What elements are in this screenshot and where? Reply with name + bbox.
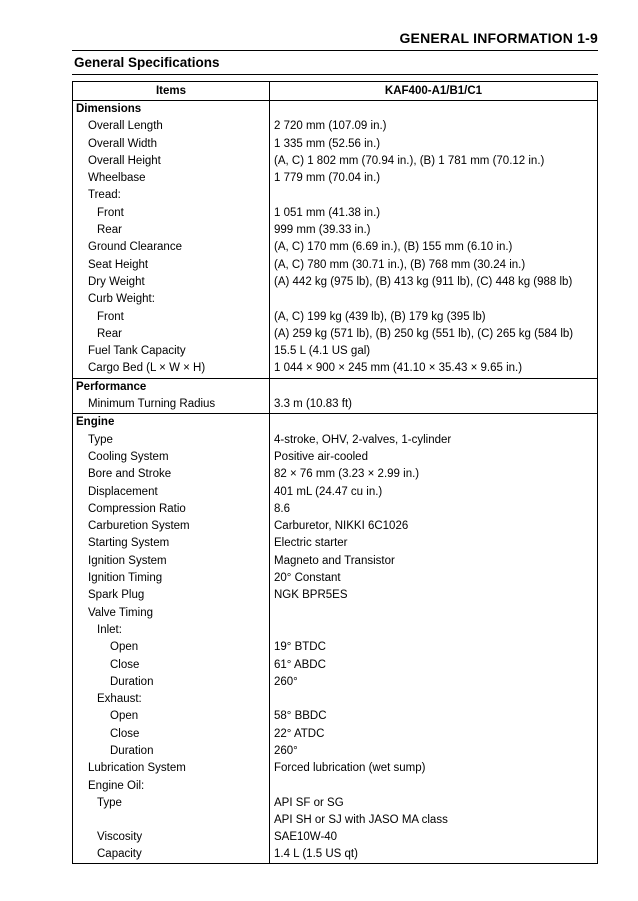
item-cell (73, 553, 270, 570)
value-cell: NGK BPR5ES (270, 587, 598, 604)
value-cell: 22° ATDC (270, 726, 598, 743)
item-cell (73, 153, 270, 170)
item-label: Cargo Bed (L × W × H) (88, 362, 206, 375)
item-label: Inlet: (97, 623, 122, 636)
item-cell (73, 343, 270, 360)
value-cell (270, 414, 598, 432)
item-label: Type (97, 796, 122, 809)
table-row (73, 829, 598, 846)
item-cell (73, 760, 270, 777)
item-label: Duration (110, 744, 154, 757)
item-cell (73, 326, 270, 343)
table-row (73, 570, 598, 587)
value-cell: (A, C) 199 kg (439 lb), (B) 179 kg (395 lb) (270, 309, 598, 326)
item-cell (73, 501, 270, 518)
item-label: Duration (110, 675, 154, 688)
value-cell: SAE10W-40 (270, 829, 598, 846)
value-cell: 4-stroke, OHV, 2-valves, 1-cylinder (270, 432, 598, 449)
item-cell (73, 657, 270, 674)
item-cell (73, 570, 270, 587)
item-cell (73, 674, 270, 691)
table-row (73, 484, 598, 501)
table-row (73, 222, 598, 239)
value-cell: 1 051 mm (41.38 in.) (270, 205, 598, 222)
spec-table (72, 81, 598, 864)
value-cell: (A, C) 1 802 mm (70.94 in.), (B) 1 781 mm (70.12 in.) (270, 153, 598, 170)
value-cell (270, 378, 598, 396)
value-cell: 82 × 76 mm (3.23 × 2.99 in.) (270, 466, 598, 483)
item-cell (73, 187, 270, 204)
item-label: Lubrication System (88, 762, 186, 775)
value-cell: 1 044 × 900 × 245 mm (41.10 × 35.43 × 9.65 in.) (270, 360, 598, 378)
value-cell (270, 187, 598, 204)
item-cell (73, 622, 270, 639)
item-label: Rear (97, 224, 122, 237)
item-cell (73, 118, 270, 135)
value-cell: (A, C) 170 mm (6.69 in.), (B) 155 mm (6.10 in.) (270, 239, 598, 256)
item-cell (73, 708, 270, 725)
item-cell (73, 205, 270, 222)
item-cell (73, 484, 270, 501)
item-label: Close (110, 658, 140, 671)
table-row (73, 343, 598, 360)
table-row (73, 153, 598, 170)
section-title: General Specifications (74, 55, 220, 70)
item-label: Compression Ratio (88, 502, 186, 515)
value-cell: (A, C) 780 mm (30.71 in.), (B) 768 mm (30.24 in.) (270, 257, 598, 274)
item-cell (73, 274, 270, 291)
table-row (73, 360, 598, 378)
table-row (73, 553, 598, 570)
item-label: Front (97, 206, 124, 219)
value-cell: Electric starter (270, 535, 598, 552)
item-label: Starting System (88, 537, 170, 550)
item-cell (73, 257, 270, 274)
table-row (73, 187, 598, 204)
table-row (73, 118, 598, 135)
item-label: Viscosity (97, 830, 143, 843)
table-row (73, 257, 598, 274)
table-row (73, 795, 598, 829)
value-cell: 260° (270, 743, 598, 760)
table-row (73, 726, 598, 743)
item-label: Cooling System (88, 450, 169, 463)
item-cell (73, 239, 270, 256)
item-label: Minimum Turning Radius (88, 398, 216, 411)
item-cell (73, 846, 270, 864)
item-label: Open (110, 641, 139, 654)
category-row (73, 414, 598, 432)
item-label: Curb Weight: (88, 293, 155, 306)
table-row (73, 743, 598, 760)
value-cell: Positive air-cooled (270, 449, 598, 466)
item-cell (73, 726, 270, 743)
section-rule (72, 74, 598, 75)
table-row (73, 239, 598, 256)
item-cell (73, 309, 270, 326)
table-row (73, 535, 598, 552)
item-cell (73, 222, 270, 239)
value-cell: 2 720 mm (107.09 in.) (270, 118, 598, 135)
item-label: Valve Timing (88, 606, 153, 619)
table-row (73, 501, 598, 518)
table-row (73, 291, 598, 308)
value-cell (270, 691, 598, 708)
table-row (73, 432, 598, 449)
item-label: Carburetion System (88, 520, 190, 533)
table-row (73, 309, 598, 326)
category-label: Dimensions (76, 103, 142, 115)
item-label: Fuel Tank Capacity (88, 345, 186, 358)
table-row (73, 466, 598, 483)
value-cell: 3.3 m (10.83 ft) (270, 396, 598, 414)
item-label: Spark Plug (88, 589, 145, 602)
item-label: Capacity (97, 848, 142, 861)
table-row (73, 691, 598, 708)
item-cell (73, 778, 270, 795)
table-row (73, 170, 598, 187)
item-cell (73, 170, 270, 187)
item-label: Overall Width (88, 137, 158, 150)
header-rule (72, 50, 598, 51)
value-cell: 260° (270, 674, 598, 691)
table-row (73, 622, 598, 639)
column-header-items: Items (73, 82, 270, 101)
value-cell: 1.4 L (1.5 US qt) (270, 846, 598, 864)
item-label: Ignition System (88, 554, 167, 567)
item-label: Overall Height (88, 154, 161, 167)
value-cell (270, 605, 598, 622)
category-label: Performance (76, 380, 147, 393)
item-cell (73, 101, 270, 119)
item-label: Displacement (88, 485, 158, 498)
item-cell (73, 449, 270, 466)
item-cell (73, 518, 270, 535)
table-row (73, 760, 598, 777)
value-cell: 999 mm (39.33 in.) (270, 222, 598, 239)
item-cell (73, 605, 270, 622)
table-row (73, 708, 598, 725)
item-cell (73, 396, 270, 414)
value-cell: 61° ABDC (270, 657, 598, 674)
value-cell: (A) 442 kg (975 lb), (B) 413 kg (911 lb), (C) 448 kg (988 lb) (270, 274, 598, 291)
item-cell (73, 136, 270, 153)
value-cell: 401 mL (24.47 cu in.) (270, 484, 598, 501)
value-cell (270, 622, 598, 639)
table-row (73, 674, 598, 691)
table-row (73, 846, 598, 864)
value-cell: 1 335 mm (52.56 in.) (270, 136, 598, 153)
value-cell: 20° Constant (270, 570, 598, 587)
table-row (73, 205, 598, 222)
item-cell (73, 291, 270, 308)
value-cell: Carburetor, NIKKI 6C1026 (270, 518, 598, 535)
category-label: Engine (76, 416, 115, 429)
table-row (73, 778, 598, 795)
item-cell (73, 743, 270, 760)
value-cell: 8.6 (270, 501, 598, 518)
value-cell: 15.5 L (4.1 US gal) (270, 343, 598, 360)
table-row (73, 449, 598, 466)
table-row (73, 136, 598, 153)
item-cell (73, 378, 270, 396)
table-row (73, 518, 598, 535)
value-cell: 1 779 mm (70.04 in.) (270, 170, 598, 187)
category-row (73, 101, 598, 119)
item-cell (73, 360, 270, 378)
item-label: Ground Clearance (88, 241, 182, 254)
item-label: Close (110, 727, 140, 740)
item-label: Dry Weight (88, 275, 145, 288)
item-label: Engine Oil: (88, 779, 145, 792)
value-cell: 19° BTDC (270, 639, 598, 656)
value-cell: Forced lubrication (wet sump) (270, 760, 598, 777)
table-row (73, 605, 598, 622)
item-label: Front (97, 310, 124, 323)
item-label: Overall Length (88, 120, 163, 133)
item-cell (73, 414, 270, 432)
table-row (73, 639, 598, 656)
item-label: Tread: (88, 189, 121, 202)
table-row (73, 396, 598, 414)
value-cell: 58° BBDC (270, 708, 598, 725)
item-cell (73, 432, 270, 449)
item-cell (73, 795, 270, 829)
item-cell (73, 466, 270, 483)
item-label: Open (110, 710, 139, 723)
table-row (73, 326, 598, 343)
table-row (73, 587, 598, 604)
item-label: Wheelbase (88, 172, 146, 185)
item-cell (73, 639, 270, 656)
item-label: Bore and Stroke (88, 468, 172, 481)
item-cell (73, 535, 270, 552)
category-row (73, 378, 598, 396)
item-cell (73, 691, 270, 708)
spec-table-body (73, 101, 598, 864)
value-cell: API SF or SG API SH or SJ with JASO MA class (270, 795, 598, 829)
value-cell: (A) 259 kg (571 lb), (B) 250 kg (551 lb), (C) 265 kg (584 lb) (270, 326, 598, 343)
value-cell (270, 778, 598, 795)
table-row (73, 274, 598, 291)
item-label: Type (88, 433, 113, 446)
item-label: Exhaust: (97, 693, 142, 706)
table-row (73, 657, 598, 674)
item-label: Seat Height (88, 258, 149, 271)
item-label: Rear (97, 327, 122, 340)
item-cell (73, 829, 270, 846)
value-cell: Magneto and Transistor (270, 553, 598, 570)
page-header: GENERAL INFORMATION 1-9 (399, 30, 598, 46)
item-cell (73, 587, 270, 604)
item-label: Ignition Timing (88, 572, 163, 585)
table-header-row (73, 82, 598, 101)
value-cell (270, 291, 598, 308)
value-cell (270, 101, 598, 119)
column-header-model: KAF400-A1/B1/C1 (270, 82, 598, 101)
